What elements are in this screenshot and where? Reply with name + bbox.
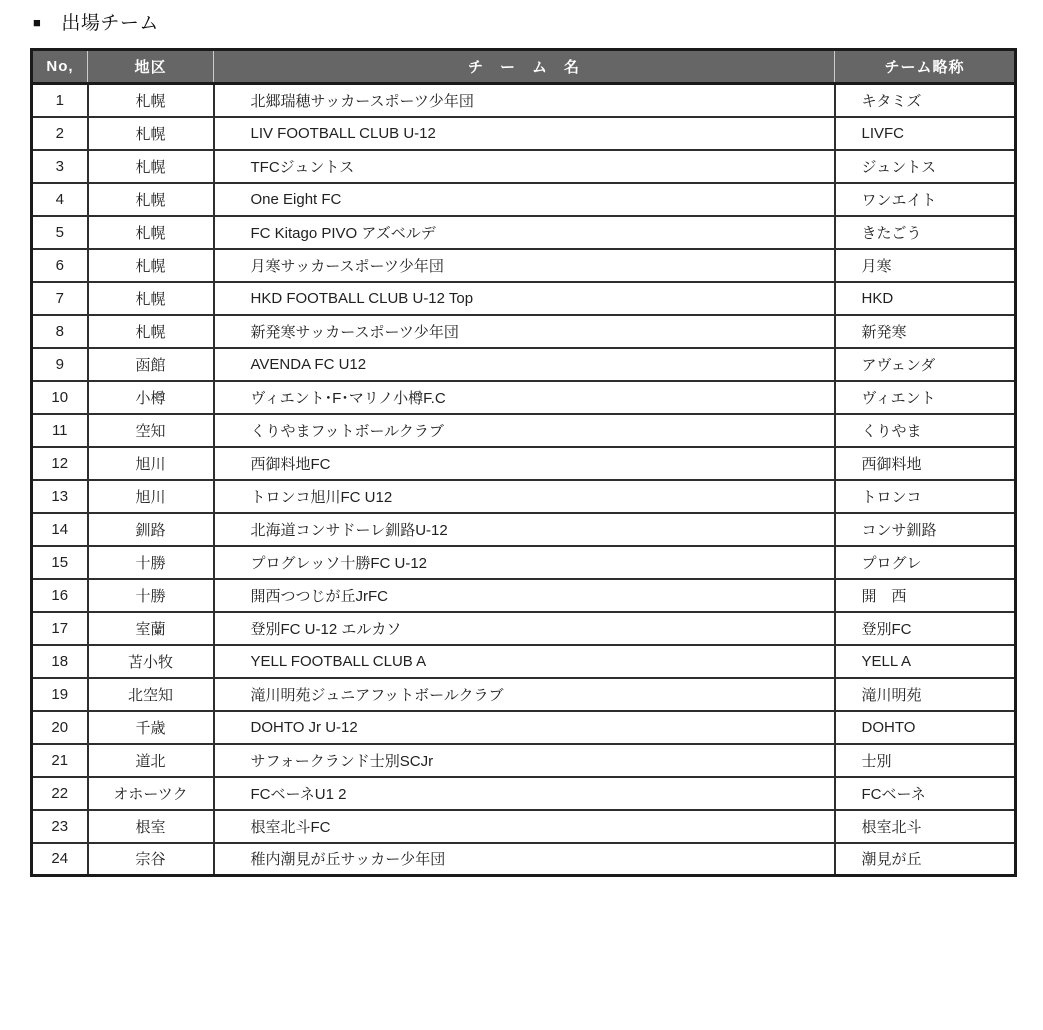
row-district-cell: 十勝 bbox=[88, 546, 214, 579]
row-district-cell: 札幌 bbox=[88, 216, 214, 249]
row-district-cell: 札幌 bbox=[88, 315, 214, 348]
row-team-cell: FCベーネU1 2 bbox=[214, 777, 835, 810]
table-row bbox=[32, 678, 1016, 711]
row-no-cell: 5 bbox=[32, 216, 88, 249]
row-team-cell: FC Kitago PIVO アズベルデ bbox=[214, 216, 835, 249]
row-district-cell: 札幌 bbox=[88, 117, 214, 150]
row-district-cell: 札幌 bbox=[88, 249, 214, 282]
row-team-cell: 開西つつじが丘JrFC bbox=[214, 579, 835, 612]
table-row bbox=[32, 216, 1016, 249]
row-no-cell: 15 bbox=[32, 546, 88, 579]
row-abbr-cell: きたごう bbox=[835, 216, 1016, 249]
row-district-cell: 道北 bbox=[88, 744, 214, 777]
table-row bbox=[32, 612, 1016, 645]
table-row bbox=[32, 150, 1016, 183]
table-header-row bbox=[32, 50, 1016, 84]
row-district-cell: 函館 bbox=[88, 348, 214, 381]
row-district-cell: 釧路 bbox=[88, 513, 214, 546]
row-abbr-cell: YELL A bbox=[835, 645, 1016, 678]
teams-table bbox=[30, 48, 1017, 877]
row-district-cell: 北空知 bbox=[88, 678, 214, 711]
row-no-cell: 19 bbox=[32, 678, 88, 711]
row-team-cell: 北郷瑞穂サッカースポーツ少年団 bbox=[214, 84, 835, 117]
row-abbr-cell: DOHTO bbox=[835, 711, 1016, 744]
row-district-cell: オホーツク bbox=[88, 777, 214, 810]
row-abbr-cell: 開 西 bbox=[835, 579, 1016, 612]
row-abbr-cell: 新発寒 bbox=[835, 315, 1016, 348]
row-abbr-cell: 根室北斗 bbox=[835, 810, 1016, 843]
table-header bbox=[32, 50, 1016, 84]
row-team-cell: AVENDA FC U12 bbox=[214, 348, 835, 381]
table-row bbox=[32, 711, 1016, 744]
row-team-cell: くりやまフットボールクラブ bbox=[214, 414, 835, 447]
row-district-cell: 札幌 bbox=[88, 282, 214, 315]
row-team-cell: TFCジュントス bbox=[214, 150, 835, 183]
table-row bbox=[32, 183, 1016, 216]
table-row bbox=[32, 249, 1016, 282]
row-team-cell: LIV FOOTBALL CLUB U-12 bbox=[214, 117, 835, 150]
row-team-cell: トロンコ旭川FC U12 bbox=[214, 480, 835, 513]
row-no-cell: 18 bbox=[32, 645, 88, 678]
row-no-cell: 3 bbox=[32, 150, 88, 183]
row-no-cell: 10 bbox=[32, 381, 88, 414]
row-team-cell: 根室北斗FC bbox=[214, 810, 835, 843]
table-row bbox=[32, 414, 1016, 447]
row-no-cell: 1 bbox=[32, 84, 88, 117]
row-abbr-cell: ヴィエント bbox=[835, 381, 1016, 414]
row-district-cell: 空知 bbox=[88, 414, 214, 447]
row-team-cell: HKD FOOTBALL CLUB U-12 Top bbox=[214, 282, 835, 315]
row-no-cell: 20 bbox=[32, 711, 88, 744]
row-team-cell: 月寒サッカースポーツ少年団 bbox=[214, 249, 835, 282]
row-team-cell: 滝川明苑ジュニアフットボールクラブ bbox=[214, 678, 835, 711]
row-abbr-cell: プログレ bbox=[835, 546, 1016, 579]
header-no: No, bbox=[32, 50, 88, 84]
row-abbr-cell: 潮見が丘 bbox=[835, 843, 1016, 876]
row-team-cell: DOHTO Jr U-12 bbox=[214, 711, 835, 744]
row-no-cell: 2 bbox=[32, 117, 88, 150]
row-no-cell: 17 bbox=[32, 612, 88, 645]
row-district-cell: 室蘭 bbox=[88, 612, 214, 645]
row-district-cell: 宗谷 bbox=[88, 843, 214, 876]
row-district-cell: 根室 bbox=[88, 810, 214, 843]
row-district-cell: 小樽 bbox=[88, 381, 214, 414]
row-team-cell: 稚内潮見が丘サッカー少年団 bbox=[214, 843, 835, 876]
row-district-cell: 札幌 bbox=[88, 84, 214, 117]
row-no-cell: 16 bbox=[32, 579, 88, 612]
row-abbr-cell: くりやま bbox=[835, 414, 1016, 447]
table-row bbox=[32, 843, 1016, 876]
row-district-cell: 千歳 bbox=[88, 711, 214, 744]
row-abbr-cell: トロンコ bbox=[835, 480, 1016, 513]
row-abbr-cell: 士別 bbox=[835, 744, 1016, 777]
row-team-cell: 登別FC U-12 エルカソ bbox=[214, 612, 835, 645]
table-row bbox=[32, 546, 1016, 579]
row-team-cell: サフォークランド士別SCJr bbox=[214, 744, 835, 777]
table-row bbox=[32, 777, 1016, 810]
row-team-cell: YELL FOOTBALL CLUB A bbox=[214, 645, 835, 678]
table-row bbox=[32, 117, 1016, 150]
row-district-cell: 旭川 bbox=[88, 447, 214, 480]
table-body bbox=[32, 84, 1016, 876]
header-district: 地区 bbox=[88, 50, 214, 84]
row-no-cell: 22 bbox=[32, 777, 88, 810]
row-team-cell: 新発寒サッカースポーツ少年団 bbox=[214, 315, 835, 348]
row-abbr-cell: LIVFC bbox=[835, 117, 1016, 150]
row-team-cell: 西御料地FC bbox=[214, 447, 835, 480]
row-abbr-cell: 月寒 bbox=[835, 249, 1016, 282]
row-district-cell: 札幌 bbox=[88, 183, 214, 216]
header-team-name: チ ー ム 名 bbox=[214, 50, 835, 84]
row-abbr-cell: 登別FC bbox=[835, 612, 1016, 645]
row-no-cell: 8 bbox=[32, 315, 88, 348]
table-row bbox=[32, 447, 1016, 480]
row-district-cell: 札幌 bbox=[88, 150, 214, 183]
row-no-cell: 13 bbox=[32, 480, 88, 513]
row-abbr-cell: HKD bbox=[835, 282, 1016, 315]
table-row bbox=[32, 645, 1016, 678]
row-abbr-cell: キタミズ bbox=[835, 84, 1016, 117]
row-abbr-cell: アヴェンダ bbox=[835, 348, 1016, 381]
header-team-abbr: チーム略称 bbox=[835, 50, 1016, 84]
row-team-cell: プログレッソ十勝FC U-12 bbox=[214, 546, 835, 579]
row-district-cell: 苫小牧 bbox=[88, 645, 214, 678]
table-row bbox=[32, 381, 1016, 414]
page-title-text: 出場チーム bbox=[61, 13, 159, 34]
row-team-cell: 北海道コンサドーレ釧路U-12 bbox=[214, 513, 835, 546]
table-row bbox=[32, 348, 1016, 381]
row-no-cell: 21 bbox=[32, 744, 88, 777]
row-team-cell: One Eight FC bbox=[214, 183, 835, 216]
row-no-cell: 12 bbox=[32, 447, 88, 480]
table-row bbox=[32, 480, 1016, 513]
row-no-cell: 4 bbox=[32, 183, 88, 216]
row-abbr-cell: ワンエイト bbox=[835, 183, 1016, 216]
table-row bbox=[32, 810, 1016, 843]
table-row bbox=[32, 579, 1016, 612]
row-no-cell: 9 bbox=[32, 348, 88, 381]
row-abbr-cell: 西御料地 bbox=[835, 447, 1016, 480]
table-row bbox=[32, 84, 1016, 117]
row-no-cell: 6 bbox=[32, 249, 88, 282]
row-abbr-cell: コンサ釧路 bbox=[835, 513, 1016, 546]
row-abbr-cell: 滝川明苑 bbox=[835, 678, 1016, 711]
row-no-cell: 23 bbox=[32, 810, 88, 843]
row-abbr-cell: ジュントス bbox=[835, 150, 1016, 183]
row-no-cell: 7 bbox=[32, 282, 88, 315]
page-title bbox=[33, 8, 159, 35]
table-row bbox=[32, 513, 1016, 546]
square-bullet-icon: ■ bbox=[33, 15, 42, 30]
row-district-cell: 旭川 bbox=[88, 480, 214, 513]
row-abbr-cell: FCベーネ bbox=[835, 777, 1016, 810]
row-no-cell: 14 bbox=[32, 513, 88, 546]
table-row bbox=[32, 282, 1016, 315]
row-team-cell: ヴィエント･F･マリノ小樽F.C bbox=[214, 381, 835, 414]
row-no-cell: 24 bbox=[32, 843, 88, 876]
table-row bbox=[32, 744, 1016, 777]
row-no-cell: 11 bbox=[32, 414, 88, 447]
row-district-cell: 十勝 bbox=[88, 579, 214, 612]
table-row bbox=[32, 315, 1016, 348]
